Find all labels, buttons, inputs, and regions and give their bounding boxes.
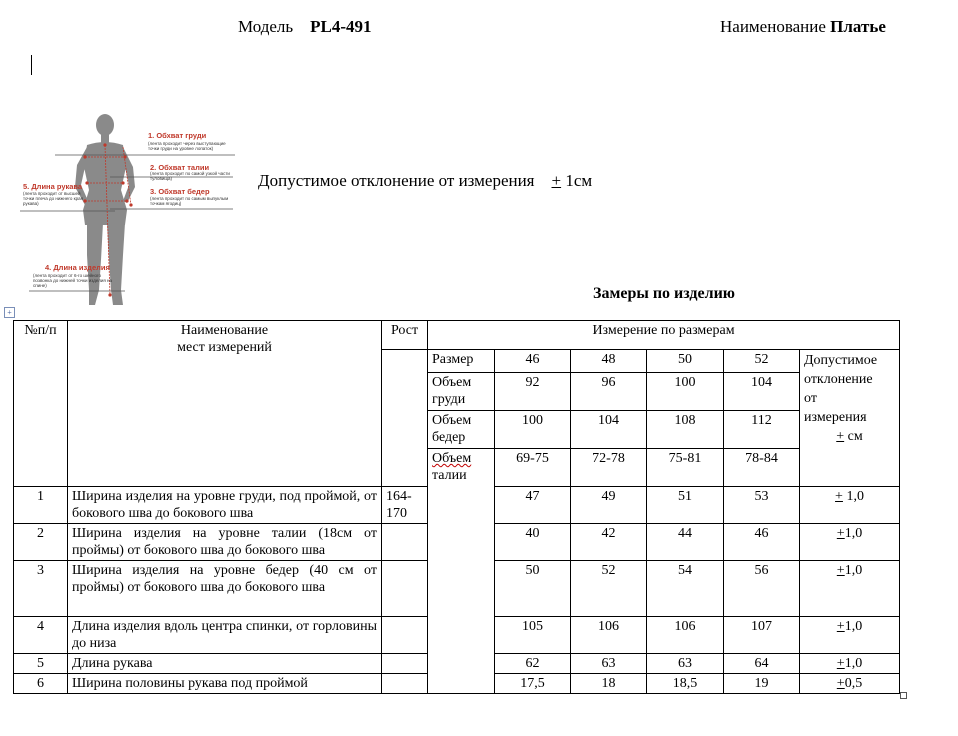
model-header	[238, 17, 372, 37]
row-tolerance	[800, 654, 900, 674]
body-label-waist	[428, 449, 495, 694]
name-label: Наименование	[720, 17, 826, 36]
row-height	[382, 487, 428, 524]
size-48: 48	[571, 350, 647, 373]
section-title: Замеры по изделию	[593, 285, 736, 302]
row-value: 18	[571, 674, 647, 694]
body-label-waist-1: Объем	[432, 451, 472, 466]
tolerance-header-line1: Допустимое	[804, 353, 878, 368]
table-resize-handle[interactable]	[900, 692, 907, 699]
header-sizes: Измерение по размерам	[428, 321, 900, 350]
body-value: 92	[495, 373, 571, 411]
row-value: 47	[495, 487, 571, 524]
size-50: 50	[647, 350, 724, 373]
row-height	[382, 674, 428, 694]
tolerance-note-value: 1см	[561, 171, 593, 190]
name-value: Платье	[830, 17, 886, 36]
tolerance-header-pm: +	[836, 429, 845, 444]
figure-note-bust: (лента проходит через выступающие точки груди на уровне лопаток)	[148, 141, 226, 151]
row-name: Длина изделия вдоль центра спинки, от горловины до низа	[68, 617, 382, 654]
row-value: 63	[571, 654, 647, 674]
row-tolerance-value: 1,0	[842, 489, 864, 504]
row-num: 3	[14, 561, 68, 617]
header-name-line2: мест измерений	[177, 340, 272, 355]
size-52: 52	[724, 350, 800, 373]
body-measurement-figure	[15, 105, 245, 315]
row-value: 106	[647, 617, 724, 654]
row-tolerance-pm: +	[836, 526, 845, 541]
size-label: Размер	[428, 350, 495, 373]
row-tolerance-value: 0,5	[844, 676, 863, 691]
body-value: 100	[647, 373, 724, 411]
body-value: 96	[571, 373, 647, 411]
row-value: 46	[724, 524, 800, 561]
body-label-bust	[428, 373, 495, 411]
row-tolerance	[800, 524, 900, 561]
height-value-2: 170	[386, 506, 407, 521]
header-num: №п/п	[14, 321, 68, 487]
row-height	[382, 617, 428, 654]
row-num: 1	[14, 487, 68, 524]
row-height	[382, 524, 428, 561]
row-value: 19	[724, 674, 800, 694]
row-value: 52	[571, 561, 647, 617]
row-tolerance-value: 1,0	[844, 526, 863, 541]
row-name: Ширина половины рукава под проймой	[68, 674, 382, 694]
body-value: 75-81	[647, 449, 724, 487]
body-value: 100	[495, 411, 571, 449]
row-value: 40	[495, 524, 571, 561]
row-tolerance-pm: +	[836, 676, 845, 691]
header-name-line1: Наименование	[180, 323, 269, 338]
body-value: 69-75	[495, 449, 571, 487]
row-value: 56	[724, 561, 800, 617]
figure-label-waist: 2. Обхват талии	[150, 163, 210, 172]
model-label: Модель	[238, 17, 294, 36]
tolerance-note-pm: +	[551, 171, 562, 190]
body-value: 108	[647, 411, 724, 449]
row-name: Ширина изделия на уровне бедер (40 см от проймы) от бокового шва до бокового шва	[68, 561, 382, 617]
row-name: Ширина изделия на уровне талии (18см от проймы) от бокового шва до бокового шва	[68, 524, 382, 561]
row-value: 54	[647, 561, 724, 617]
row-value: 42	[571, 524, 647, 561]
row-tolerance	[800, 674, 900, 694]
row-tolerance-value: 1,0	[844, 619, 863, 634]
tolerance-header-line4: измерения	[804, 410, 867, 425]
row-value: 49	[571, 487, 647, 524]
figure-label-length: 4. Длина изделия	[45, 263, 110, 272]
row-tolerance-value: 1,0	[844, 656, 863, 671]
tolerance-header-line3: от	[804, 391, 817, 406]
body-label-waist-2: талии	[432, 468, 467, 483]
height-value-1: 164-	[386, 489, 412, 504]
row-value: 107	[724, 617, 800, 654]
row-tolerance-pm: +	[836, 619, 845, 634]
row-num: 5	[14, 654, 68, 674]
row-tolerance-value: 1,0	[844, 563, 863, 578]
row-value: 51	[647, 487, 724, 524]
tolerance-note-text: Допустимое отклонение от измерения	[258, 171, 535, 190]
row-tolerance	[800, 617, 900, 654]
body-label-hips-2: бедер	[432, 430, 466, 445]
row-value: 53	[724, 487, 800, 524]
tolerance-note	[258, 171, 592, 191]
row-value: 44	[647, 524, 724, 561]
row-tolerance-pm: +	[836, 563, 845, 578]
row-value: 105	[495, 617, 571, 654]
row-value: 18,5	[647, 674, 724, 694]
height-spacer	[382, 350, 428, 487]
row-num: 4	[14, 617, 68, 654]
header-name	[68, 321, 382, 487]
figure-note-waist: (лента проходит по самой узкой части туловища)	[150, 171, 230, 181]
row-height	[382, 654, 428, 674]
row-tolerance-pm: +	[835, 489, 843, 504]
row-value: 106	[571, 617, 647, 654]
row-value: 64	[724, 654, 800, 674]
row-height	[382, 561, 428, 617]
row-num: 6	[14, 674, 68, 694]
header-height: Рост	[382, 321, 428, 350]
figure-note-length: (лента проходит от 6-го шейного позвонка до нижней точки изделия на спине)	[33, 273, 113, 288]
figure-note-hips: (лента проходит по самым выпуклым точкам ягодиц)	[150, 196, 229, 206]
figure-label-bust: 1. Обхват груди	[148, 131, 207, 140]
body-label-hips	[428, 411, 495, 449]
figure-label-hips: 3. Обхват бедер	[150, 187, 210, 196]
row-value: 63	[647, 654, 724, 674]
body-value: 112	[724, 411, 800, 449]
row-tolerance	[800, 487, 900, 524]
tolerance-header	[800, 350, 900, 487]
row-value: 17,5	[495, 674, 571, 694]
row-tolerance-pm: +	[836, 656, 845, 671]
row-name: Длина рукава	[68, 654, 382, 674]
row-num: 2	[14, 524, 68, 561]
tolerance-header-line2: отклонение	[804, 372, 873, 387]
size-46: 46	[495, 350, 571, 373]
body-label-hips-1: Объем	[432, 413, 472, 428]
row-value: 62	[495, 654, 571, 674]
name-header	[720, 17, 886, 37]
row-name: Ширина изделия на уровне груди, под проймой, от бокового шва до бокового шва	[68, 487, 382, 524]
row-tolerance	[800, 561, 900, 617]
table-move-handle-icon[interactable]: +	[4, 307, 15, 318]
body-value: 104	[571, 411, 647, 449]
body-value: 78-84	[724, 449, 800, 487]
body-value: 104	[724, 373, 800, 411]
tolerance-header-line5	[804, 427, 895, 446]
figure-label-sleeve: 5. Длина рукава	[23, 182, 83, 191]
body-value: 72-78	[571, 449, 647, 487]
tolerance-header-unit: см	[844, 429, 863, 444]
model-value: PL4-491	[310, 17, 372, 36]
table-header-row	[14, 321, 900, 350]
figure-note-sleeve: (лента проходит от высшей точки плеча до нижнего края рукава)	[23, 191, 84, 206]
body-label-bust-1: Объем	[432, 375, 472, 390]
text-cursor	[31, 55, 32, 75]
measurements-table	[13, 320, 900, 694]
row-value: 50	[495, 561, 571, 617]
body-label-bust-2: груди	[432, 392, 466, 407]
